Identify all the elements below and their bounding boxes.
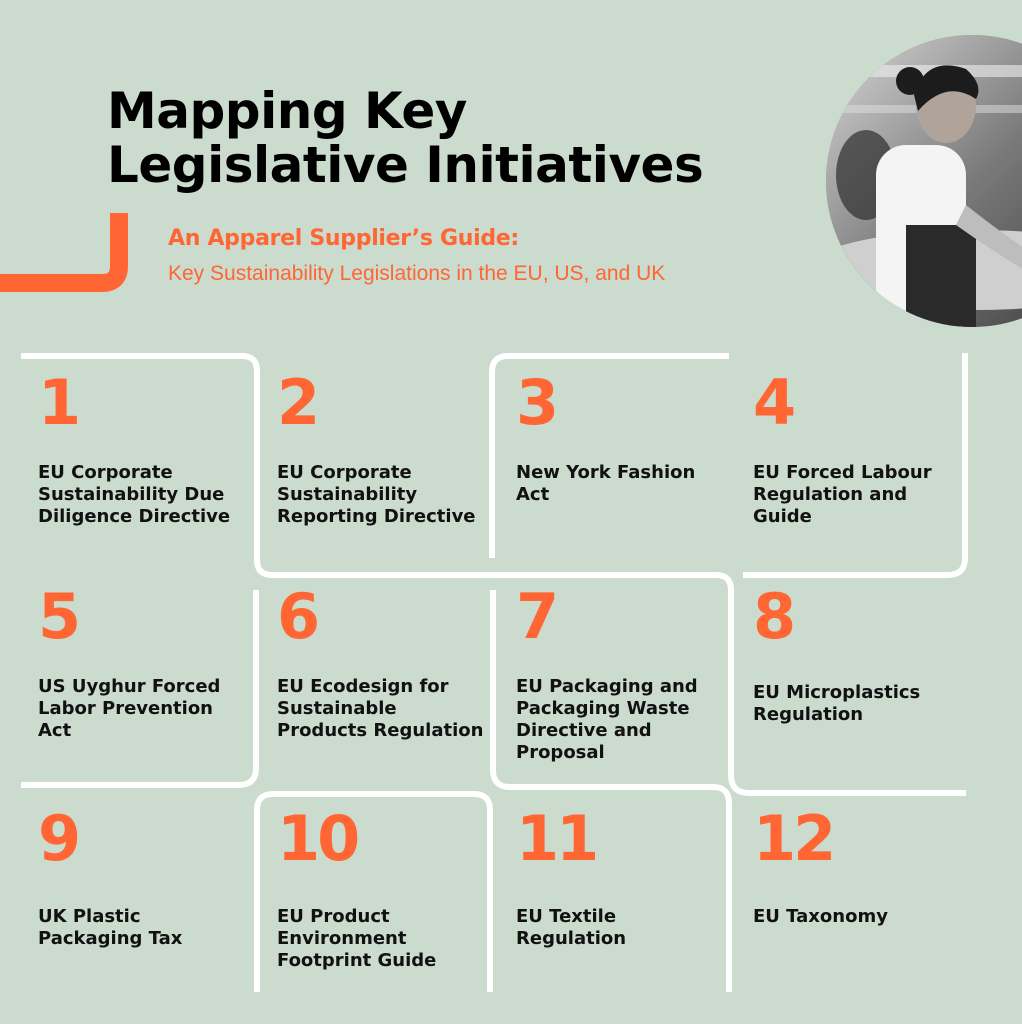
item-card-10[interactable] <box>277 802 487 972</box>
item-card-7[interactable] <box>516 580 726 764</box>
item-label: US Uyghur Forced Labor Prevention Act <box>38 676 221 741</box>
tagline: Key Sustainability Legislations in the EU, US, and UK <box>168 262 666 285</box>
item-number: 10 <box>277 802 358 875</box>
item-card-1[interactable] <box>38 366 248 528</box>
item-number: 12 <box>753 802 834 875</box>
item-label: EU Corporate Sustainability Reporting Directive <box>277 462 476 527</box>
item-card-4[interactable] <box>753 366 963 528</box>
item-number: 5 <box>38 580 79 653</box>
item-number: 1 <box>38 366 79 439</box>
item-label: EU Textile Regulation <box>516 906 627 949</box>
subtitle: An Apparel Supplier’s Guide: <box>168 226 519 251</box>
item-label: EU Corporate Sustainability Due Diligence Directive <box>38 462 231 527</box>
item-label: UK Plastic Packaging Tax <box>38 906 183 949</box>
item-label: EU Forced Labour Regulation and Guide <box>753 462 932 527</box>
item-card-8[interactable] <box>753 580 963 726</box>
item-number: 11 <box>516 802 597 875</box>
item-label: EU Taxonomy <box>753 906 888 927</box>
item-card-2[interactable] <box>277 366 487 528</box>
item-number: 6 <box>277 580 318 653</box>
title-line-2: Legislative Initiatives <box>107 136 704 194</box>
item-card-3[interactable] <box>516 366 726 506</box>
item-card-12[interactable] <box>753 802 963 928</box>
item-number: 7 <box>516 580 557 653</box>
item-label: EU Product Environment Footprint Guide <box>277 906 437 971</box>
item-card-6[interactable] <box>277 580 487 742</box>
item-number: 3 <box>516 366 557 439</box>
item-label: EU Packaging and Packaging Waste Directive and Proposal <box>516 676 698 763</box>
worker-photo <box>826 35 1022 327</box>
item-card-9[interactable] <box>38 802 248 950</box>
item-number: 4 <box>753 366 794 439</box>
item-label: EU Microplastics Regulation <box>753 682 921 725</box>
item-card-5[interactable] <box>38 580 248 742</box>
item-number: 2 <box>277 366 318 439</box>
title-line-1: Mapping Key <box>107 82 467 140</box>
item-card-11[interactable] <box>516 802 726 950</box>
item-number: 9 <box>38 802 79 875</box>
item-number: 8 <box>753 580 794 653</box>
item-label: New York Fashion Act <box>516 462 696 505</box>
page-title <box>107 84 703 192</box>
item-label: EU Ecodesign for Sustainable Products Regulation <box>277 676 484 741</box>
photo-icon <box>826 35 1022 327</box>
